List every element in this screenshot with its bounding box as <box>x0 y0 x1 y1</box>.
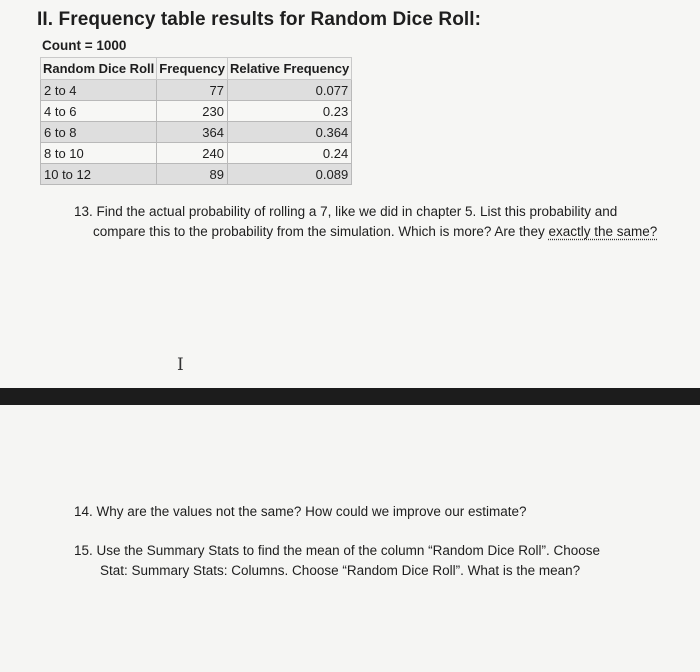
cell-frequency: 230 <box>157 101 228 122</box>
table-row <box>41 164 352 185</box>
cell-range: 10 to 12 <box>41 164 157 185</box>
question-13-line1: 13. Find the actual probability of rolling a 7, like we did in chapter 5. List this probability and <box>74 204 618 219</box>
text-cursor-icon: I <box>177 355 184 375</box>
frequency-table <box>40 57 352 185</box>
question-15-line2: Stat: Summary Stats: Columns. Choose “Random Dice Roll”. What is the mean? <box>100 563 581 578</box>
cell-frequency: 364 <box>157 122 228 143</box>
cell-relative-frequency: 0.077 <box>228 80 352 101</box>
cell-range: 4 to 6 <box>41 101 157 122</box>
cell-range: 6 to 8 <box>41 122 157 143</box>
cell-relative-frequency: 0.364 <box>228 122 352 143</box>
question-15-line1: 15. Use the Summary Stats to find the mean of the column “Random Dice Roll”. Choose <box>74 543 600 558</box>
cell-frequency: 77 <box>157 80 228 101</box>
question-13-line2: compare this to the probability from the simulation. Which is more? Are they <box>93 224 549 239</box>
header-frequency: Frequency <box>157 58 228 80</box>
table-row <box>41 122 352 143</box>
cell-frequency: 240 <box>157 143 228 164</box>
question-13 <box>74 202 684 242</box>
table-header-row <box>41 58 352 80</box>
section-title: II. Frequency table results for Random Dice Roll: <box>37 9 482 30</box>
table-row <box>41 101 352 122</box>
header-relative-frequency: Relative Frequency <box>228 58 352 80</box>
cell-range: 8 to 10 <box>41 143 157 164</box>
table-row <box>41 143 352 164</box>
cell-relative-frequency: 0.24 <box>228 143 352 164</box>
cell-relative-frequency: 0.089 <box>228 164 352 185</box>
page-divider-band <box>0 388 700 405</box>
question-14: 14. Why are the values not the same? How could we improve our estimate? <box>74 504 527 519</box>
header-random-dice-roll: Random Dice Roll <box>41 58 157 80</box>
cell-frequency: 89 <box>157 164 228 185</box>
count-label: Count = 1000 <box>42 38 127 53</box>
table-row <box>41 80 352 101</box>
cell-range: 2 to 4 <box>41 80 157 101</box>
question-13-underlined: exactly the same? <box>548 224 658 239</box>
question-13-body <box>74 222 684 242</box>
worksheet-page-bottom <box>0 405 700 672</box>
cell-relative-frequency: 0.23 <box>228 101 352 122</box>
question-15 <box>74 541 684 581</box>
